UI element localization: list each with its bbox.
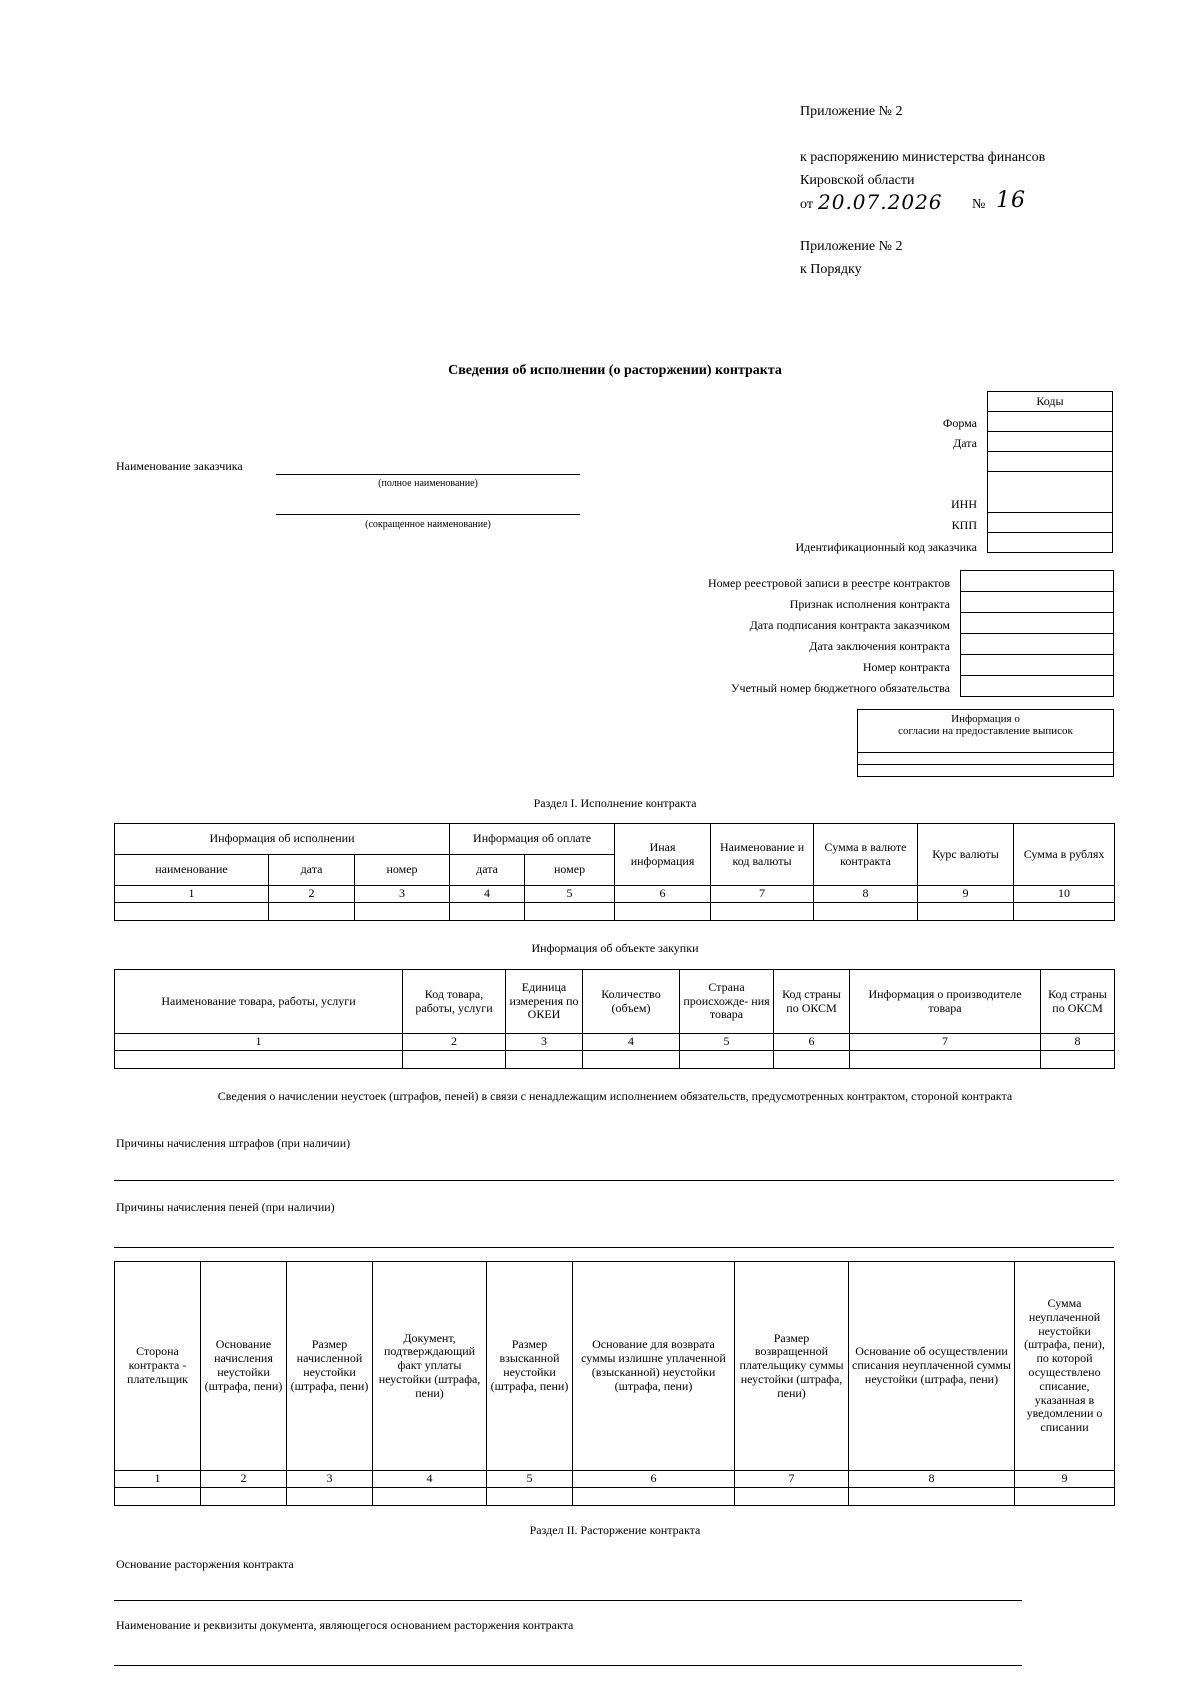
table-cell[interactable]	[403, 1051, 506, 1069]
table-cell[interactable]	[287, 1488, 373, 1506]
pay-date-subheader: дата	[450, 855, 525, 886]
col-number: 4	[583, 1034, 680, 1051]
codes-header: Коды	[988, 392, 1113, 412]
table-cell[interactable]	[115, 903, 269, 921]
execution-info-header: Информация об исполнении	[115, 824, 450, 855]
table-cell[interactable]	[735, 1488, 849, 1506]
col-number: 5	[525, 886, 615, 903]
col-number: 6	[615, 886, 711, 903]
col-number: 8	[814, 886, 918, 903]
table-cell[interactable]	[850, 1051, 1041, 1069]
section1-title: Раздел I. Исполнение контракта	[533, 796, 697, 810]
contract-number-label: Номер контракта	[862, 660, 950, 674]
col-number: 9	[918, 886, 1014, 903]
col-number: 5	[680, 1034, 774, 1051]
handwritten-date: 20.07.2026	[818, 190, 943, 214]
code-ikz-cell[interactable]	[988, 533, 1113, 553]
purchase-unit-header: Единица измерения по ОКЕИ	[506, 970, 583, 1034]
payment-info-header: Информация об оплате	[450, 824, 615, 855]
col-number: 5	[487, 1471, 573, 1488]
table-cell[interactable]	[525, 903, 615, 921]
col-number: 1	[115, 1471, 201, 1488]
conclusion-date-label: Дата заключения контракта	[809, 639, 950, 653]
table-cell[interactable]	[814, 903, 918, 921]
contract-field-cell[interactable]	[961, 676, 1114, 697]
col-number: 4	[373, 1471, 487, 1488]
customer-short-line[interactable]	[276, 514, 580, 515]
fines-reason-label: Причины начисления штрафов (при наличии)	[116, 1136, 351, 1150]
table-cell[interactable]	[711, 903, 814, 921]
purchase-code-header: Код товара, работы, услуги	[403, 970, 506, 1034]
exec-name-subheader: наименование	[115, 855, 269, 886]
contract-field-cell[interactable]	[961, 634, 1114, 655]
table-cell[interactable]	[774, 1051, 850, 1069]
purchase-country-header: Страна происхожде- ния товара	[680, 970, 774, 1034]
col-number: 1	[115, 1034, 403, 1051]
col-number: 10	[1014, 886, 1115, 903]
customer-full-hint: (полное наименование)	[378, 478, 478, 489]
table-cell[interactable]	[373, 1488, 487, 1506]
appendix2-line: к Порядку	[800, 262, 862, 277]
contract-fields-table	[960, 570, 1114, 697]
refund-basis-header: Основание для возврата суммы излишне уплаченной (взысканной) неустойки (штрафа, пени)	[573, 1262, 735, 1471]
order-line-2: Кировской области	[800, 173, 915, 188]
peni-reason-line[interactable]	[114, 1247, 1114, 1248]
col-number: 2	[403, 1034, 506, 1051]
table-cell[interactable]	[487, 1488, 573, 1506]
payment-document-header: Документ, подтверждающий факт уплаты неустойки (штрафа, пени)	[373, 1262, 487, 1471]
forma-label: Форма	[942, 416, 977, 430]
penalties-title: Сведения о начислении неустоек (штрафов, пеней) в связи с ненадлежащим исполнением обязательств, предусмотренных контрактом, стороной контракта	[217, 1089, 1013, 1103]
col-number: 2	[201, 1471, 287, 1488]
inn-label: ИНН	[951, 497, 977, 511]
table-cell[interactable]	[615, 903, 711, 921]
other-info-header: Иная информация	[615, 824, 711, 886]
table-cell[interactable]	[918, 903, 1014, 921]
customer-label: Наименование заказчика	[116, 459, 243, 473]
writeoff-amount-header: Сумма неуплаченной неустойки (штрафа, пени), по которой осуществлено списание, указанная в уведомлении о списании	[1015, 1262, 1115, 1471]
code-kpp-cell[interactable]	[988, 513, 1113, 533]
purchase-qty-header: Количество (объем)	[583, 970, 680, 1034]
accrual-basis-header: Основание начисления неустойки (штрафа, пени)	[201, 1262, 287, 1471]
registry-number-label: Номер реестровой записи в реестре контрактов	[708, 576, 950, 590]
ikz-label: Идентификационный код заказчика	[795, 540, 977, 554]
date-label: Дата	[953, 436, 977, 450]
col-number: 1	[115, 886, 269, 903]
pay-number-subheader: номер	[525, 855, 615, 886]
table-cell[interactable]	[849, 1488, 1015, 1506]
number-prefix: №	[972, 197, 986, 212]
signing-date-label: Дата подписания контракта заказчиком	[749, 618, 950, 632]
payer-side-header: Сторона контракта - плательщик	[115, 1262, 201, 1471]
purchase-name-header: Наименование товара, работы, услуги	[115, 970, 403, 1034]
table-cell[interactable]	[583, 1051, 680, 1069]
fines-reason-line[interactable]	[114, 1180, 1114, 1181]
writeoff-basis-header: Основание об осуществлении списания неуплаченной суммы неустойки (штрафа, пени)	[849, 1262, 1015, 1471]
table-cell[interactable]	[680, 1051, 774, 1069]
col-number: 3	[506, 1034, 583, 1051]
col-number: 7	[711, 886, 814, 903]
col-number: 8	[1041, 1034, 1115, 1051]
refunded-amount-header: Размер возвращенной плательщику суммы неустойки (штрафа, пени)	[735, 1262, 849, 1471]
table-cell[interactable]	[1015, 1488, 1115, 1506]
customer-short-hint: (сокращенное наименование)	[365, 519, 491, 530]
purchase-producer-header: Информация о производителе товара	[850, 970, 1041, 1034]
sum-rub-header: Сумма в рублях	[1014, 824, 1115, 886]
col-number: 6	[573, 1471, 735, 1488]
contract-field-cell[interactable]	[961, 571, 1114, 592]
customer-full-line[interactable]	[276, 474, 580, 475]
date-prefix: от	[800, 197, 813, 212]
document-title: Сведения об исполнении (о расторжении) контракта	[448, 363, 782, 378]
code-date-cell[interactable]	[988, 432, 1113, 452]
termination-basis-label: Основание расторжения контракта	[116, 1557, 294, 1571]
handwritten-number: 16	[996, 188, 1026, 213]
execution-sign-label: Признак исполнения контракта	[789, 597, 950, 611]
table-cell[interactable]	[115, 1051, 403, 1069]
table-cell[interactable]	[269, 903, 355, 921]
code-blank-cell[interactable]	[988, 452, 1113, 472]
table-cell[interactable]	[573, 1488, 735, 1506]
consent-line-2: согласии на предоставление выписок	[898, 725, 1073, 737]
termination-document-label: Наименование и реквизиты документа, являющегося основанием расторжения контракта	[116, 1618, 574, 1632]
execution-table	[114, 823, 1115, 921]
col-number: 7	[850, 1034, 1041, 1051]
table-cell[interactable]	[115, 1488, 201, 1506]
col-number: 8	[849, 1471, 1015, 1488]
termination-document-line[interactable]	[114, 1665, 1022, 1666]
accrued-amount-header: Размер начисленной неустойки (штрафа, пени)	[287, 1262, 373, 1471]
consent-box	[857, 709, 1114, 777]
col-number: 6	[774, 1034, 850, 1051]
recovered-amount-header: Размер взысканной неустойки (штрафа, пени)	[487, 1262, 573, 1471]
exec-date-subheader: дата	[269, 855, 355, 886]
rate-header: Курс валюты	[918, 824, 1014, 886]
contract-field-cell[interactable]	[961, 592, 1114, 613]
budget-obligation-label: Учетный номер бюджетного обязательства	[731, 681, 950, 695]
col-number: 9	[1015, 1471, 1115, 1488]
contract-field-cell[interactable]	[961, 613, 1114, 634]
col-number: 3	[355, 886, 450, 903]
col-number: 7	[735, 1471, 849, 1488]
section2-title: Раздел II. Расторжение контракта	[529, 1523, 701, 1537]
exec-number-subheader: номер	[355, 855, 450, 886]
codes-table	[987, 391, 1113, 553]
table-cell[interactable]	[506, 1051, 583, 1069]
table-cell[interactable]	[201, 1488, 287, 1506]
penalties-table	[114, 1261, 1115, 1506]
col-number: 3	[287, 1471, 373, 1488]
table-cell[interactable]	[1041, 1051, 1115, 1069]
sum-currency-header: Сумма в валюте контракта	[814, 824, 918, 886]
purchase-oksm2-header: Код страны по ОКСМ	[1041, 970, 1115, 1034]
code-inn-cell[interactable]	[988, 472, 1113, 513]
table-cell[interactable]	[355, 903, 450, 921]
consent-line-1: Информация о	[951, 713, 1020, 725]
peni-reason-label: Причины начисления пеней (при наличии)	[116, 1200, 335, 1214]
appendix-title: Приложение № 2	[800, 104, 903, 119]
purchase-title: Информация об объекте закупки	[531, 941, 699, 955]
currency-name-header: Наименование и код валюты	[711, 824, 814, 886]
col-number: 2	[269, 886, 355, 903]
kpp-label: КПП	[951, 518, 977, 532]
appendix2-title: Приложение № 2	[800, 239, 903, 254]
termination-basis-line[interactable]	[114, 1600, 1022, 1601]
col-number: 4	[450, 886, 525, 903]
purchase-table	[114, 969, 1115, 1069]
table-cell[interactable]	[1014, 903, 1115, 921]
contract-field-cell[interactable]	[961, 655, 1114, 676]
order-line-1: к распоряжению министерства финансов	[800, 150, 1046, 165]
table-cell[interactable]	[450, 903, 525, 921]
code-forma-cell[interactable]	[988, 412, 1113, 432]
purchase-oksm-header: Код страны по ОКСМ	[774, 970, 850, 1034]
